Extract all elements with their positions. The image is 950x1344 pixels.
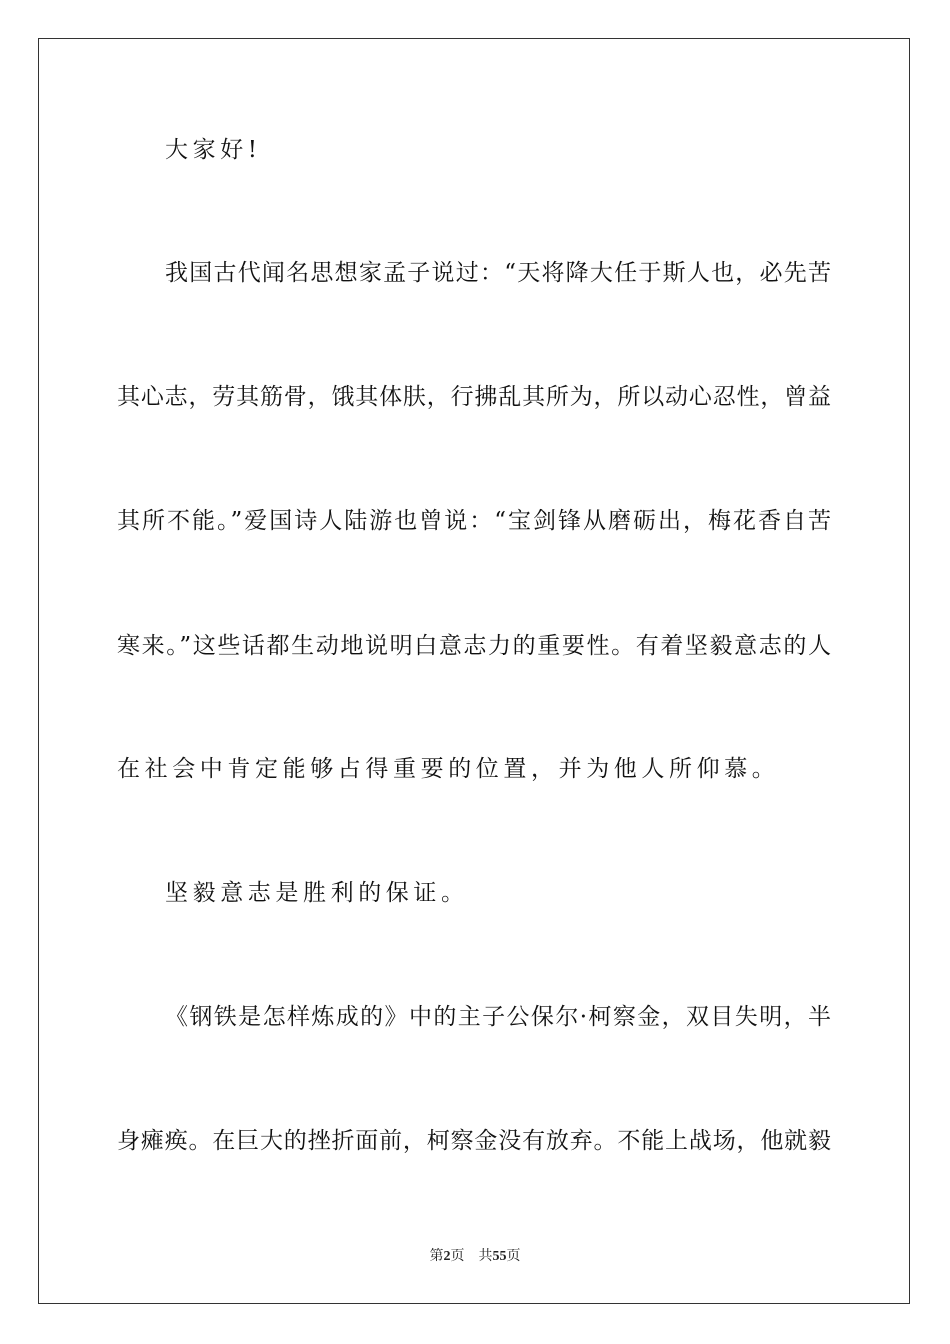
- paragraph-line: 其心志，劳其筋骨，饿其体肤，行拂乱其所为，所以动心忍性，曾益: [117, 384, 831, 410]
- footer-page-suffix: 页: [450, 1248, 465, 1264]
- paragraph-line: 我国古代闻名思想家孟子说过：“天将降大任于斯人也，必先苦: [165, 260, 831, 286]
- page-border: [38, 38, 910, 1304]
- paragraph-line: 寒来。”这些话都生动地说明白意志力的重要性。有着坚毅意志的人: [117, 633, 831, 659]
- paragraph-line-greeting: 大家好!: [165, 137, 262, 163]
- footer-total-suffix: 页: [506, 1248, 521, 1264]
- paragraph-line: 身瘫痪。在巨大的挫折面前，柯察金没有放弃。不能上战场，他就毅: [117, 1128, 831, 1154]
- footer-total-pages: 55: [492, 1249, 507, 1264]
- footer-page-prefix: 第: [429, 1248, 444, 1264]
- paragraph-line: 《钢铁是怎样炼成的》中的主子公保尔·柯察金，双目失明，半: [165, 1004, 831, 1030]
- footer-total-prefix: 共: [478, 1248, 493, 1264]
- paragraph-line: 其所不能。”爱国诗人陆游也曾说：“宝剑锋从磨砺出，梅花香自苦: [117, 508, 831, 534]
- page-footer: [0, 1246, 950, 1267]
- footer-page-number: 2: [443, 1249, 451, 1264]
- paragraph-line: 在社会中肯定能够占得重要的位置，并为他人所仰慕。: [117, 756, 780, 782]
- paragraph-line: 坚毅意志是胜利的保证。: [165, 880, 469, 906]
